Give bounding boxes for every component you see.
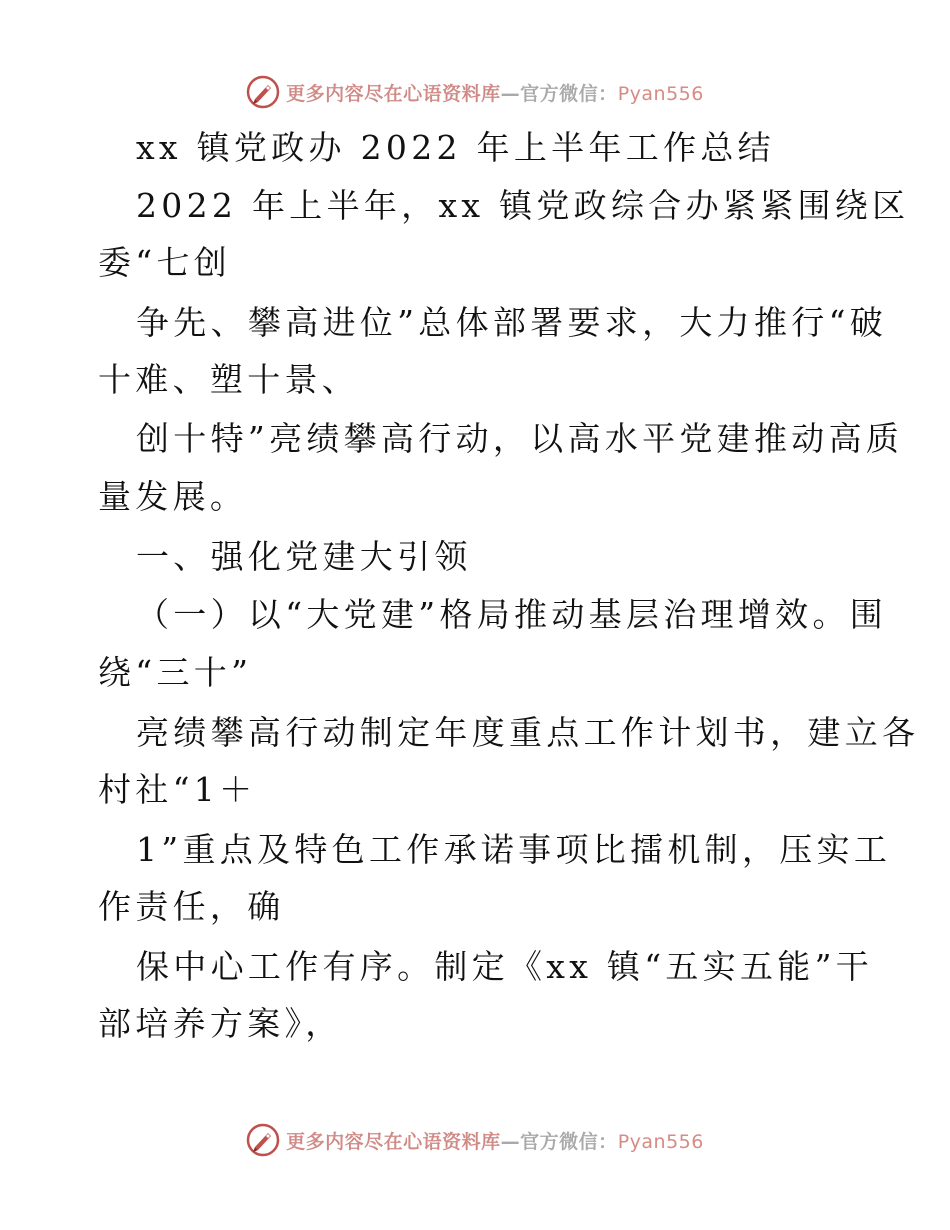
watermark-wechat-label: —官方微信： <box>500 82 618 105</box>
paragraph-line: 1”重点及特色工作承诺事项比擂机制，压实工 <box>136 830 892 869</box>
paragraph-line: 量发展。 <box>98 477 248 516</box>
watermark-brand-text: 更多内容尽在心语资料库 <box>286 82 501 105</box>
paragraph-line: 保中心工作有序。制定《xx 镇“五实五能”干 <box>136 947 874 986</box>
pen-nib-logo-icon <box>246 75 280 109</box>
paragraph-line: 村社“1＋ <box>98 770 257 809</box>
watermark-brand-text: 更多内容尽在心语资料库 <box>286 1130 501 1153</box>
paragraph-line: 十难、塑十景、 <box>98 360 360 399</box>
watermark-wechat-id: Pyan556 <box>617 1130 704 1153</box>
paragraph-line: 作责任，确 <box>98 887 285 926</box>
watermark-footer <box>0 1118 950 1162</box>
paragraph-line: （一）以“大党建”格局推动基层治理增效。围 <box>136 595 888 634</box>
paragraph-line: 2022 年上半年，xx 镇党政综合办紧紧围绕区 <box>136 186 910 225</box>
watermark-header <box>0 70 950 114</box>
watermark-wechat-id: Pyan556 <box>617 82 704 105</box>
document-title: xx 镇党政办 2022 年上半年工作总结 <box>136 128 775 167</box>
paragraph-line: 绕“三十” <box>98 653 253 692</box>
paragraph-line: 创十特”亮绩攀高行动，以高水平党建推动高质 <box>136 419 904 458</box>
watermark-wechat-label: —官方微信： <box>500 1130 618 1153</box>
paragraph-line: 争先、攀高进位”总体部署要求，大力推行“破 <box>136 303 888 342</box>
paragraph-line: 亮绩攀高行动制定年度重点工作计划书，建立各 <box>136 713 920 752</box>
pen-nib-logo-icon <box>246 1123 280 1157</box>
paragraph-line: 部培养方案》， <box>98 1004 343 1043</box>
section-heading: 一、强化党建大引领 <box>136 537 472 576</box>
paragraph-line: 委“七创 <box>98 243 232 282</box>
